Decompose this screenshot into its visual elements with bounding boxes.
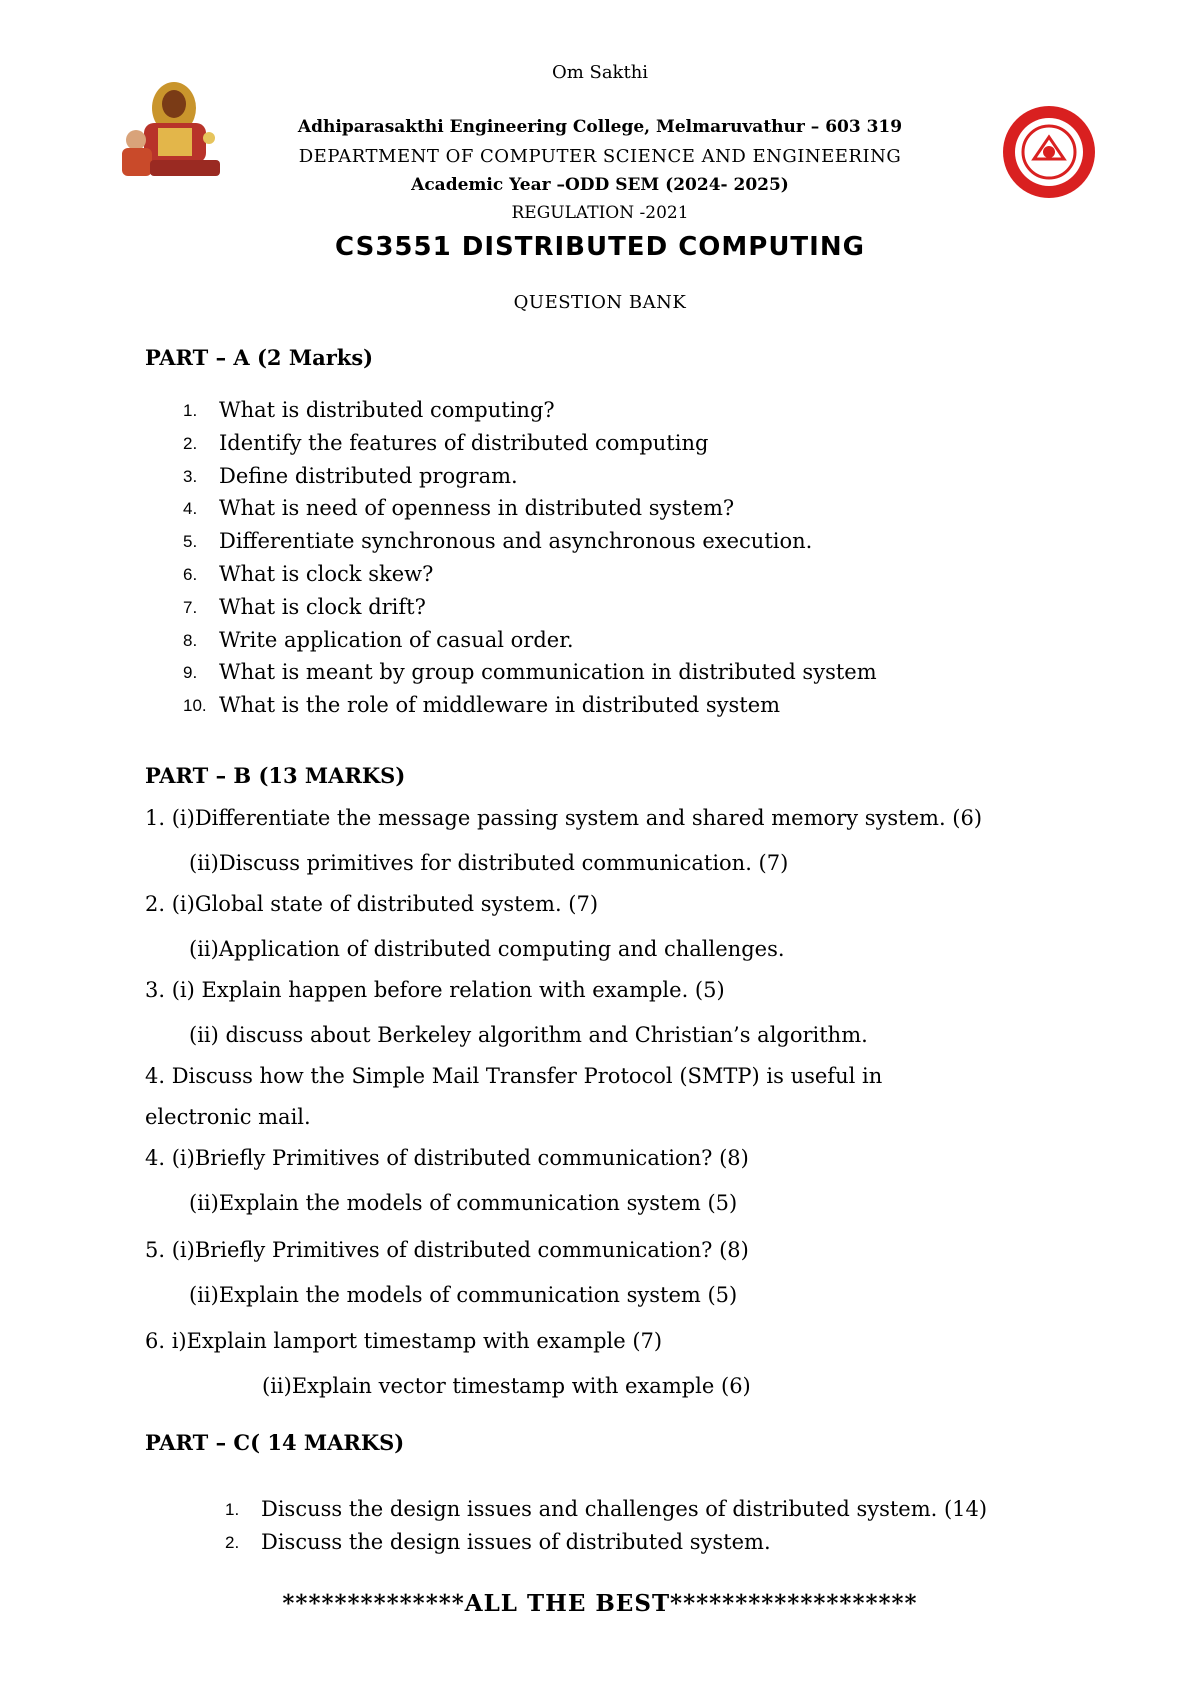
question-number: 1. [183, 401, 198, 420]
question-number: 8. [183, 630, 198, 650]
question-line: (ii)Discuss primitives for distributed communication. (7) [189, 851, 789, 875]
question-line: 6. i)Explain lamport timestamp with example (7) [145, 1329, 663, 1353]
question-line: 5. (i)Briefly Primitives of distributed communication? (8) [145, 1238, 749, 1262]
question-line: 4. Discuss how the Simple Mail Transfer Protocol (SMTP) is useful in [145, 1064, 883, 1088]
doc-type: QUESTION BANK [513, 292, 687, 313]
question-number: 1. [225, 1500, 240, 1519]
question-text: What is meant by group communication in distributed system [219, 660, 877, 685]
question-text: What is need of openness in distributed system? [219, 496, 735, 521]
question-line: 1. (i)Differentiate the message passing system and shared memory system. (6) [145, 806, 983, 830]
question-text: What is clock drift? [219, 594, 426, 619]
list-item [183, 693, 877, 726]
question-text: Discuss the design issues and challenges of distributed system. (14) [261, 1497, 988, 1521]
question-text: Differentiate synchronous and asynchronous execution. [219, 529, 813, 554]
question-text: Discuss the design issues of distributed system. [261, 1529, 771, 1554]
part-a-heading: PART – A (2 Marks) [145, 345, 374, 370]
list-item [225, 1530, 987, 1563]
all-the-best-footer: **************ALL THE BEST******************* [282, 1590, 918, 1617]
list-item [183, 595, 877, 628]
question-number: 5. [183, 532, 198, 552]
list-item [183, 431, 877, 464]
question-text: Write application of casual order. [219, 627, 574, 652]
list-item [183, 628, 877, 661]
question-number: 2. [183, 433, 198, 453]
question-text: Define distributed program. [219, 463, 518, 488]
list-item [183, 464, 877, 497]
question-line: 2. (i)Global state of distributed system. (7) [145, 892, 599, 916]
part-a-questions [183, 398, 877, 726]
question-number: 10. [183, 696, 207, 716]
question-line: 3. (i) Explain happen before relation with example. (5) [145, 978, 725, 1002]
question-text: What is distributed computing? [219, 398, 555, 422]
question-line: 4. (i)Briefly Primitives of distributed communication? (8) [145, 1146, 749, 1170]
question-text: What is clock skew? [219, 561, 434, 586]
question-line: (ii)Explain vector timestamp with example (6) [262, 1374, 751, 1398]
list-item [183, 660, 877, 693]
academic-year: Academic Year –ODD SEM (2024- 2025) [411, 175, 789, 195]
question-line: (ii) discuss about Berkeley algorithm and Christian’s algorithm. [189, 1023, 868, 1047]
om-sakthi: Om Sakthi [551, 62, 649, 83]
list-item [183, 529, 877, 562]
question-number: 4. [183, 499, 198, 519]
question-number: 7. [183, 597, 198, 617]
question-number: 6. [183, 564, 198, 584]
list-item [183, 398, 877, 431]
question-number: 9. [183, 663, 198, 683]
course-title: CS3551 DISTRIBUTED COMPUTING [335, 232, 865, 262]
list-item [225, 1497, 987, 1530]
question-line: electronic mail. [145, 1105, 311, 1129]
question-number: 2. [225, 1532, 240, 1552]
part-b-heading: PART – B (13 MARKS) [145, 763, 406, 788]
question-line: (ii)Explain the models of communication system (5) [189, 1283, 738, 1307]
part-c-heading: PART – C( 14 MARKS) [145, 1430, 405, 1455]
question-text: Identify the features of distributed computing [219, 430, 709, 455]
college-name: Adhiparasakthi Engineering College, Melmaruvathur – 603 319 [297, 117, 903, 137]
part-c-questions [225, 1497, 987, 1562]
question-line: (ii)Application of distributed computing and challenges. [189, 937, 785, 961]
department: DEPARTMENT OF COMPUTER SCIENCE AND ENGINEERING [298, 146, 902, 167]
question-text: What is the role of middleware in distributed system [219, 693, 781, 718]
list-item [183, 496, 877, 529]
regulation: REGULATION -2021 [511, 203, 689, 223]
question-number: 3. [183, 466, 198, 486]
list-item [183, 562, 877, 595]
question-line: (ii)Explain the models of communication system (5) [189, 1191, 738, 1215]
